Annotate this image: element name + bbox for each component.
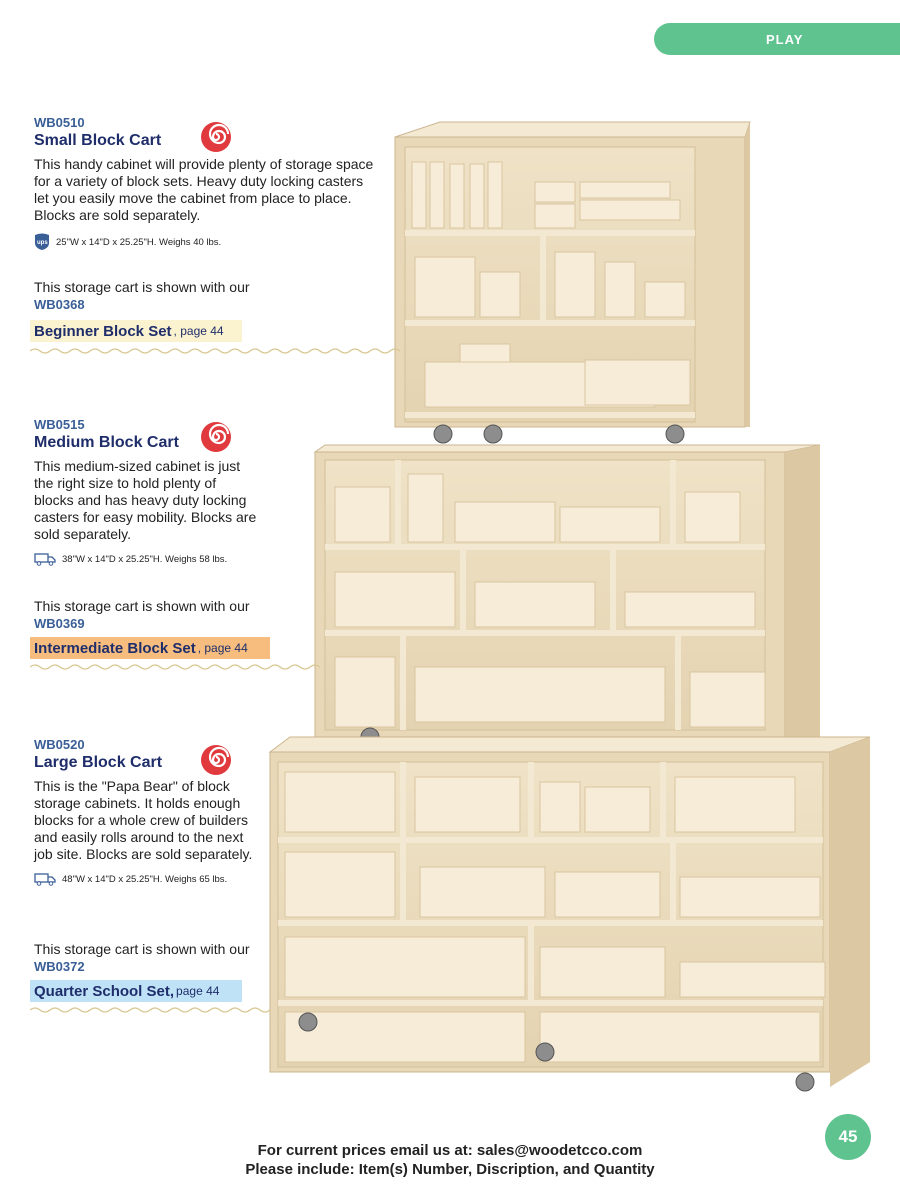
product-description: This is the "Papa Bear" of block storage cabinets. It holds enough blocks for a whole crew of builders and easily rolls around to the next job site. Blocks are sold separately. [34,778,253,862]
shown-with-block-2 [34,598,250,631]
dimensions-text: 38"W x 14"D x 25.25"H. Weighs 58 lbs. [62,553,228,565]
set-name: Intermediate Block Set [34,639,196,657]
product-code: WB0510 [34,115,85,130]
product-code: WB0515 [34,417,85,432]
set-link-quarter-school[interactable] [30,980,242,1002]
product-dimensions-row [34,872,374,886]
shown-with-block-1 [34,279,250,312]
product-description: This handy cabinet will provide plenty of storage space for a variety of block sets. Heavy duty locking casters let you easily move the cabinet from place to place. Blocks are sold separately. [34,156,374,223]
product-dimensions-row [34,233,374,251]
section-tab-label: PLAY [766,31,804,47]
truck-icon [34,872,56,886]
product-title: Medium Block Cart [34,434,179,451]
ups-shield-icon [34,233,50,251]
footer-contact: For current prices email us at: sales@woodetcco.com [257,1142,643,1159]
small-block-cart [395,122,750,443]
swirl-icon [200,121,232,153]
wavy-divider [30,347,400,355]
set-page: , page 44 [173,324,224,338]
footer-instructions: Please include: Item(s) Number, Discription, and Quantity [245,1161,655,1178]
dimensions-text: 25"W x 14"D x 25.25"H. Weighs 40 lbs. [56,236,222,248]
section-tab [654,23,900,55]
set-page: page 44 [176,984,220,998]
shown-with-block-3 [34,941,250,974]
set-code: WB0369 [34,616,85,631]
product-title: Large Block Cart [34,754,163,771]
set-name: Quarter School Set, [34,982,175,1000]
set-name: Beginner Block Set [34,322,172,340]
product-title: Small Block Cart [34,132,162,149]
set-link-intermediate[interactable] [30,637,270,659]
shown-with-text: This storage cart is shown with our [34,941,250,957]
product-dimensions-row [34,552,374,566]
shown-with-text: This storage cart is shown with our [34,598,250,614]
svg-text:ups: ups [37,240,48,246]
product-code: WB0520 [34,737,85,752]
set-link-beginner[interactable] [30,320,242,342]
wavy-divider [30,1006,270,1014]
page-number: 45 [825,1114,871,1160]
shown-with-text: This storage cart is shown with our [34,279,250,295]
set-code: WB0368 [34,297,85,312]
medium-block-cart [315,445,820,772]
block-carts-photo [260,112,870,1112]
swirl-icon [200,744,232,776]
truck-icon [34,552,56,566]
swirl-icon [200,421,232,453]
set-page: , page 44 [197,641,248,655]
dimensions-text: 48"W x 14"D x 25.25"H. Weighs 65 lbs. [62,873,228,885]
product-description: This medium-sized cabinet is just the right size to hold plenty of blocks and has heavy duty locking casters for easy mobility. Blocks are sold separately. [34,458,257,542]
set-code: WB0372 [34,959,85,974]
wavy-divider [30,663,320,671]
